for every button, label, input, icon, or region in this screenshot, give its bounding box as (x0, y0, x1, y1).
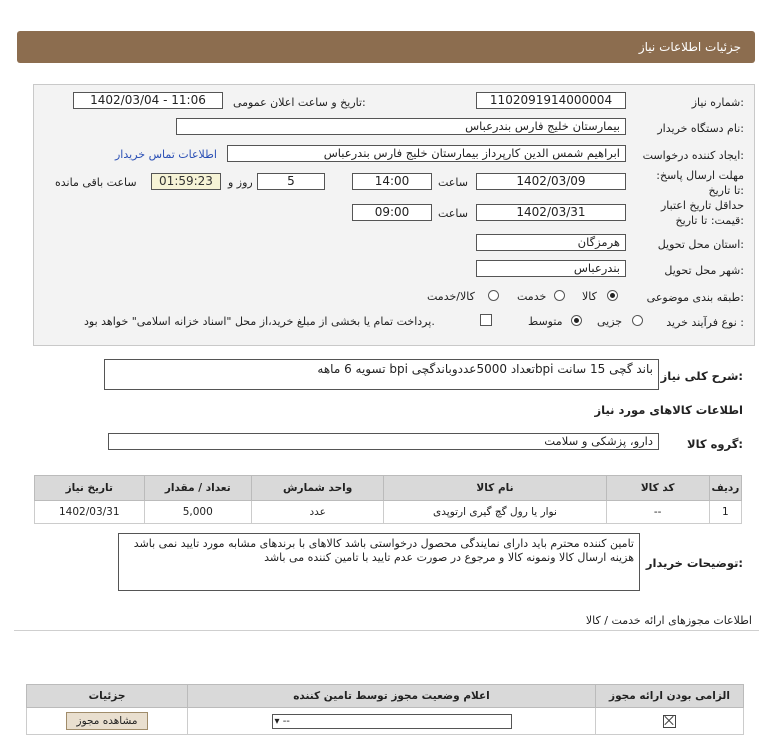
reply-deadline-label: مهلت ارسال پاسخ: تا تاریخ: (656, 169, 744, 197)
buyer-field: بیمارستان خلیج فارس بندرعباس (176, 118, 626, 135)
col-date: تاریخ نیاز (35, 476, 145, 501)
cell-name: نوار یا رول گچ گیری ارتوپدی (384, 501, 606, 524)
treasury-payment-checkbox[interactable] (480, 314, 492, 326)
cell-qty: 5,000 (144, 501, 251, 524)
cell-date: 1402/03/31 (35, 501, 145, 524)
table-row (35, 501, 742, 524)
divider (14, 630, 759, 631)
creator-field: ابراهیم شمس الدین کارپرداز بیمارستان خلیج فارس بندرعباس (227, 145, 626, 162)
lic-required-cell (596, 708, 744, 735)
col-row: ردیف (709, 476, 741, 501)
col-qty: تعداد / مقدار (144, 476, 251, 501)
category-service-radio[interactable] (554, 290, 565, 301)
goods-group-label: گروه کالا: (687, 437, 743, 451)
table-row (27, 708, 744, 735)
page-title: جزئیات اطلاعات نیاز (638, 40, 741, 54)
category-both-label: کالا/خدمت (427, 290, 475, 303)
lic-status-cell (188, 708, 596, 735)
view-license-button[interactable]: مشاهده مجوز (66, 712, 149, 730)
cell-code: -- (606, 501, 709, 524)
purchase-medium-label: متوسط (528, 315, 563, 328)
buyer-notes-field: تامین کننده محترم باید دارای نمایندگی محصول درخواستی باشد کالاهای با برندهای مشابه مورد تایید نمی باشد هزینه ارسال کالا ونمونه کالا و مرجوع در صورت عدم تایید با تامین کننده می باشد (118, 533, 640, 591)
validity-date-field: 1402/03/31 (476, 204, 626, 221)
licenses-table (26, 684, 744, 735)
validity-label: حداقل تاریخ اعتبار قیمت: تا تاریخ: (660, 199, 744, 227)
purchase-medium-radio[interactable] (571, 315, 582, 326)
validity-time-field: 09:00 (352, 204, 432, 221)
lic-col-required: الزامی بودن ارائه مجوز (596, 685, 744, 708)
need-number-label: شماره نیاز: (691, 96, 744, 109)
treasury-payment-note: پرداخت تمام یا بخشی از مبلغ خرید،از محل "اسناد خزانه اسلامی" خواهد بود. (84, 315, 435, 328)
col-unit: واحد شمارش (251, 476, 383, 501)
goods-group-field: دارو، پزشکی و سلامت (108, 433, 659, 450)
summary-label: شرح کلی نیاز: (660, 369, 743, 383)
buyer-notes-label: توضیحات خریدار: (645, 556, 743, 570)
reply-time-field: 14:00 (352, 173, 432, 190)
page-header (17, 31, 755, 63)
lic-details-cell (27, 708, 188, 735)
purchase-partial-label: جزیی (597, 315, 623, 328)
province-label: استان محل تحویل: (657, 238, 744, 251)
days-label: روز و (228, 176, 253, 189)
reply-date-field: 1402/03/09 (476, 173, 626, 190)
purchase-partial-radio[interactable] (632, 315, 643, 326)
buyer-label: نام دستگاه خریدار: (657, 122, 744, 135)
goods-info-title: اطلاعات کالاهای مورد نیاز (594, 403, 743, 417)
announce-label: تاریخ و ساعت اعلان عمومی: (233, 96, 366, 109)
buyer-contact-link[interactable]: اطلاعات تماس خریدار (115, 148, 217, 161)
licenses-title: اطلاعات مجوزهای ارائه خدمت / کالا (585, 614, 752, 627)
need-number-field: 1102091914000004 (476, 92, 626, 109)
creator-label: ایجاد کننده درخواست: (642, 149, 744, 162)
validity-time-label: ساعت (438, 207, 468, 220)
license-status-value: -- (282, 715, 290, 727)
category-service-label: خدمت (517, 290, 547, 303)
col-name: نام کالا (384, 476, 606, 501)
city-field: بندرعباس (476, 260, 626, 277)
category-goods-radio[interactable] (607, 290, 618, 301)
reply-time-label: ساعت (438, 176, 468, 189)
days-field: 5 (257, 173, 325, 190)
cell-row: 1 (709, 501, 741, 524)
summary-field: باند گچی 15 سانت bpiتعداد 5000عددوباندگچی bpi تسویه 6 ماهه (104, 359, 659, 390)
announce-field: 1402/03/04 - 11:06 (73, 92, 223, 109)
required-checkbox-icon (663, 715, 676, 728)
lic-col-details: جزئیات (27, 685, 188, 708)
cell-unit: عدد (251, 501, 383, 524)
category-both-radio[interactable] (488, 290, 499, 301)
category-goods-label: کالا (582, 290, 597, 303)
purchase-type-label: نوع فرآیند خرید : (666, 316, 744, 329)
province-field: هرمزگان (476, 234, 626, 251)
license-status-select[interactable]: -- ▾ (272, 714, 512, 729)
remaining-time-label: ساعت باقی مانده (55, 176, 137, 189)
category-label: طبقه بندی موضوعی: (646, 291, 744, 304)
col-code: کد کالا (606, 476, 709, 501)
lic-col-status: اعلام وضعیت مجوز توسط تامین کننده (188, 685, 596, 708)
remaining-time-field: 01:59:23 (151, 173, 221, 190)
city-label: شهر محل تحویل: (664, 264, 744, 277)
goods-table (34, 475, 742, 524)
